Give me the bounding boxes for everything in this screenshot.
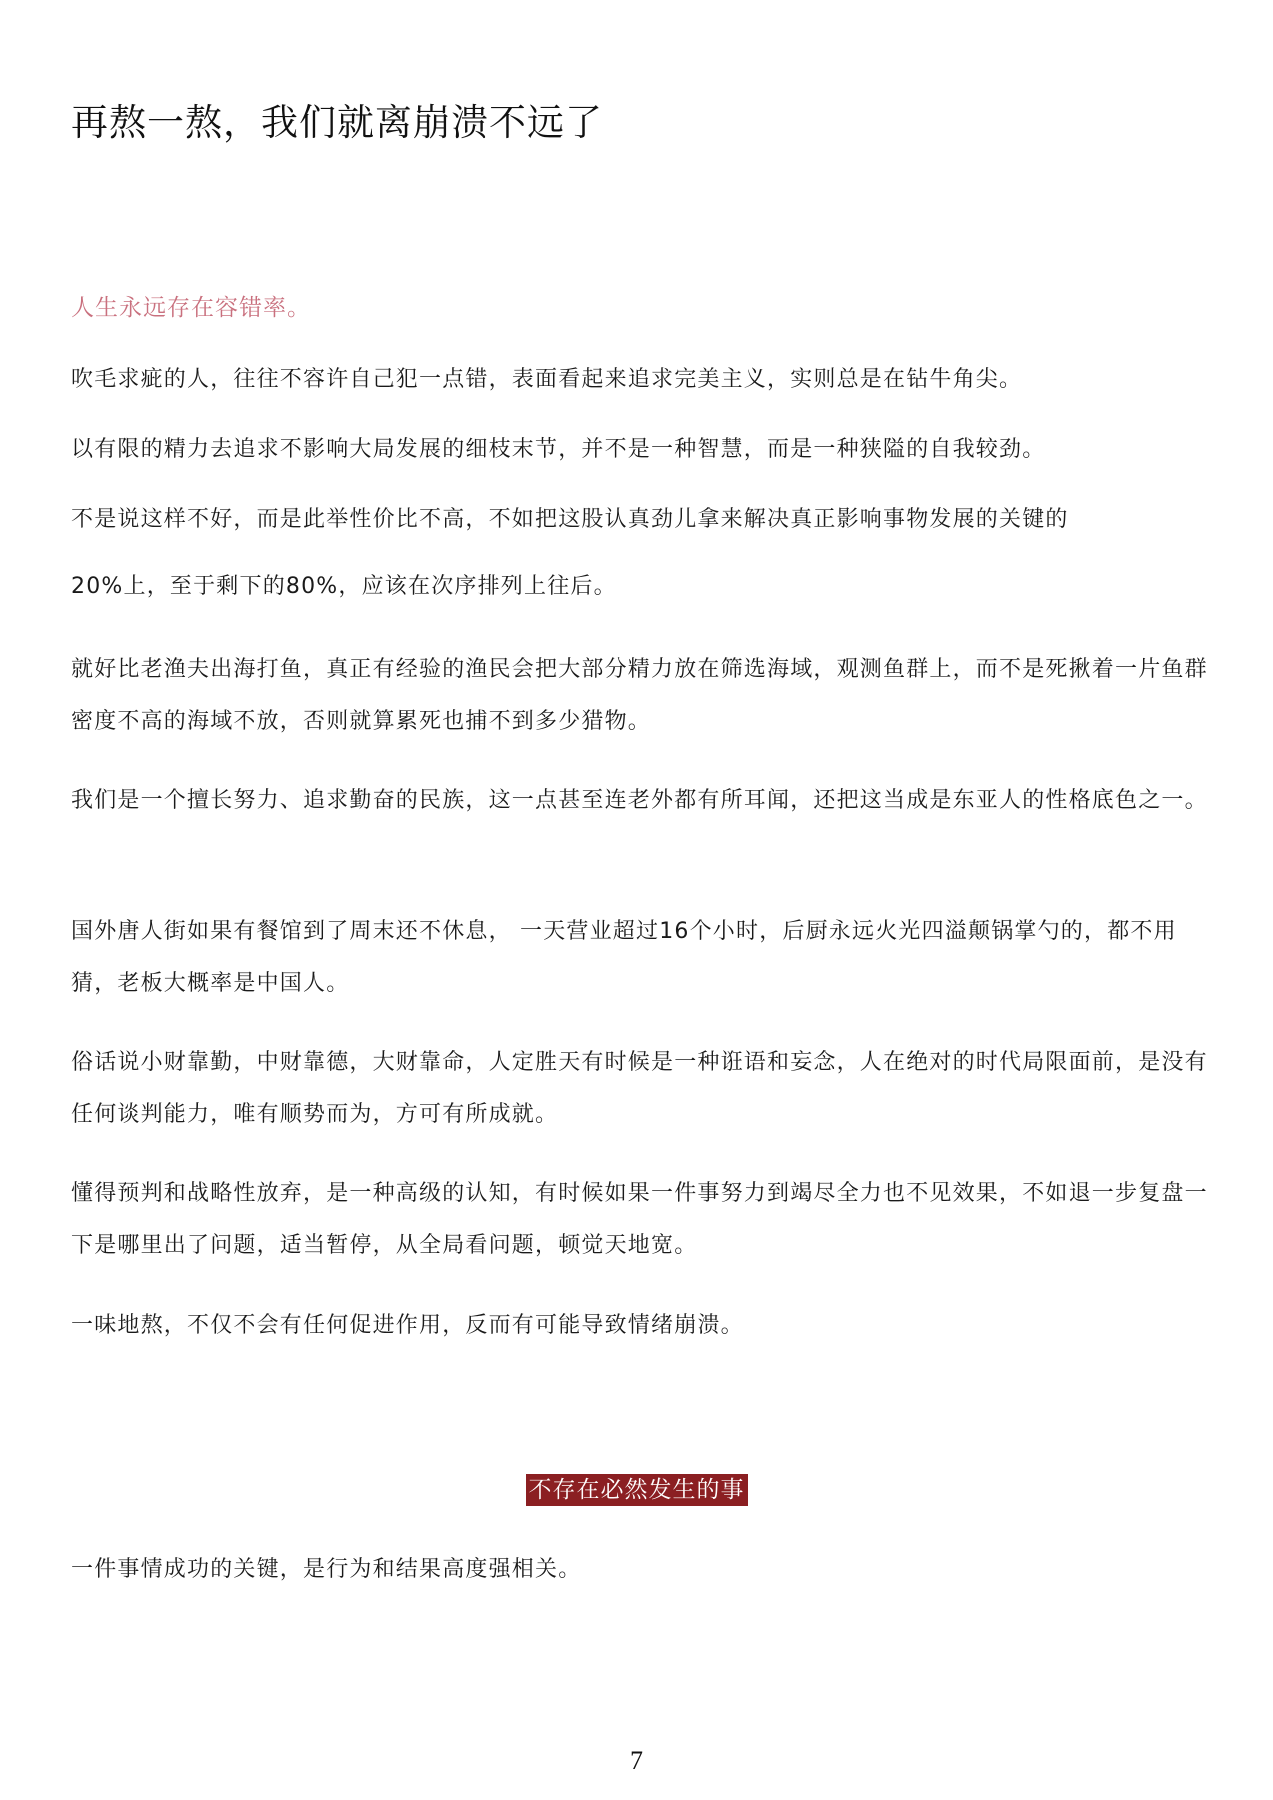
section-paragraph-1: 一件事情成功的关键，是行为和结果高度强相关。 xyxy=(71,1557,582,1582)
lead-sentence: 人生永远存在容错率。 xyxy=(71,295,311,321)
body-paragraph-8: 俗话说小财靠勤，中财靠德，大财靠命，人定胜天有时候是一种诳语和妄念，人在绝对的时代局限面前，是没有任何谈判能力，唯有顺势而为，方可有所成就。 xyxy=(71,1050,1208,1127)
page-number: 7 xyxy=(630,1746,643,1775)
body-paragraph-7: 国外唐人街如果有餐馆到了周末还不休息， 一天营业超过16个小时，后厨永远火光四溢颠锅掌勺的，都不用猜，老板大概率是中国人。 xyxy=(71,919,1177,996)
page-title: 再熬一熬，我们就离崩溃不远了 xyxy=(71,101,603,144)
body-paragraph-3: 不是说这样不好，而是此举性价比不高，不如把这股认真劲儿拿来解决真正影响事物发展的关键的 xyxy=(71,507,1069,532)
body-paragraph-4: 20%上，至于剩下的80%，应该在次序排列上往后。 xyxy=(71,574,617,599)
body-paragraph-6: 我们是一个擅长努力、追求勤奋的民族，这一点甚至连老外都有所耳闻，还把这当成是东亚人的性格底色之一。 xyxy=(71,788,1208,813)
body-paragraph-2: 以有限的精力去追求不影响大局发展的细枝末节，并不是一种智慧，而是一种狭隘的自我较劲。 xyxy=(71,437,1046,462)
body-paragraph-10: 一味地熬，不仅不会有任何促进作用，反而有可能导致情绪崩溃。 xyxy=(71,1313,744,1338)
body-paragraph-9: 懂得预判和战略性放弃，是一种高级的认知，有时候如果一件事努力到竭尽全力也不见效果，不如退一步复盘一下是哪里出了问题，适当暂停，从全局看问题，顿觉天地宽。 xyxy=(71,1181,1208,1258)
body-paragraph-1: 吹毛求疵的人，往往不容许自己犯一点错，表面看起来追求完美主义，实则总是在钻牛角尖。 xyxy=(71,367,1023,392)
body-paragraph-5: 就好比老渔夫出海打鱼，真正有经验的渔民会把大部分精力放在筛选海域，观测鱼群上，而不是死揪着一片鱼群密度不高的海域不放，否则就算累死也捕不到多少猎物。 xyxy=(71,657,1208,734)
section-heading-container xyxy=(0,1474,1273,1506)
section-heading: 不存在必然发生的事 xyxy=(526,1474,748,1506)
